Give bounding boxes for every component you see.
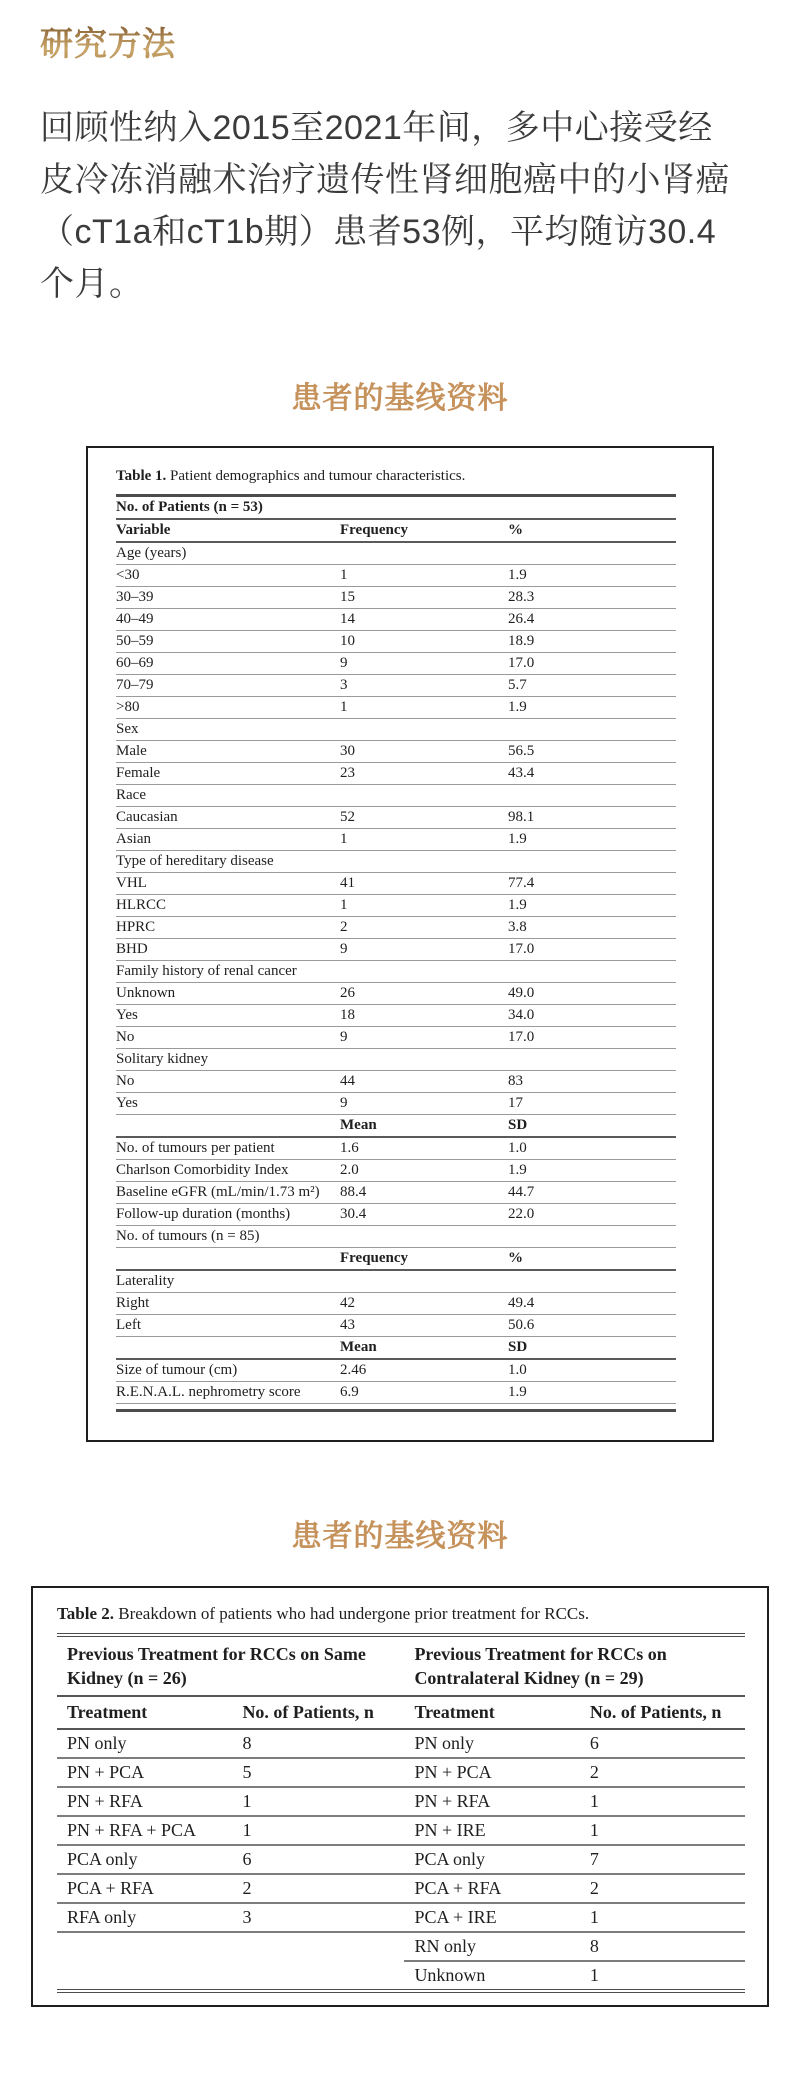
table-cell: Age (years) xyxy=(116,542,676,565)
table-cell: 18.9 xyxy=(508,631,676,653)
table-cell: 1 xyxy=(340,697,508,719)
table-cell: Frequency xyxy=(340,1248,508,1271)
paragraph-line: 回顾性纳入2015至2021年间，多中心接受经 xyxy=(40,109,713,147)
table-row xyxy=(116,1248,676,1271)
table-cell: 17 xyxy=(508,1093,676,1115)
table-cell: 1 xyxy=(340,829,508,851)
table-cell: 2 xyxy=(580,1874,745,1903)
table-cell: 8 xyxy=(580,1932,745,1961)
table-cell: 1 xyxy=(580,1903,745,1932)
table-cell: 42 xyxy=(340,1293,508,1315)
table1-caption-label: Table 1. xyxy=(116,468,167,484)
table2-column-header: No. of Patients, n xyxy=(580,1696,745,1729)
table2-column-header: No. of Patients, n xyxy=(232,1696,404,1729)
table-cell: Female xyxy=(116,763,340,785)
table-cell: 14 xyxy=(340,609,508,631)
table-cell: % xyxy=(508,1248,676,1271)
table-cell xyxy=(116,1115,340,1138)
table-cell: 1.9 xyxy=(508,829,676,851)
table-row xyxy=(116,1315,676,1337)
table-row xyxy=(116,1359,676,1382)
table-cell: Yes xyxy=(116,1005,340,1027)
table-cell: 60–69 xyxy=(116,653,340,675)
table-cell: Mean xyxy=(340,1115,508,1138)
table-cell: Size of tumour (cm) xyxy=(116,1359,340,1382)
table-row xyxy=(116,1049,676,1071)
table1 xyxy=(116,494,676,1404)
table-cell: No. of tumours per patient xyxy=(116,1137,340,1160)
table-cell: 1 xyxy=(232,1816,404,1845)
table-row xyxy=(57,1787,745,1816)
table-cell: 70–79 xyxy=(116,675,340,697)
table-row xyxy=(116,1005,676,1027)
table-cell: BHD xyxy=(116,939,340,961)
table-cell: PN + IRE xyxy=(404,1816,579,1845)
table-cell: No xyxy=(116,1071,340,1093)
table-cell: 6.9 xyxy=(340,1382,508,1404)
table-cell: PN + RFA xyxy=(404,1787,579,1816)
table-cell: 18 xyxy=(340,1005,508,1027)
table-cell: Caucasian xyxy=(116,807,340,829)
table-row xyxy=(116,917,676,939)
table-cell: No xyxy=(116,1027,340,1049)
table-cell: 1.9 xyxy=(508,895,676,917)
table-row xyxy=(57,1961,745,1991)
table-cell: 1.0 xyxy=(508,1137,676,1160)
table-cell: 1.9 xyxy=(508,1382,676,1404)
table-cell: 26.4 xyxy=(508,609,676,631)
table-cell: 1 xyxy=(340,895,508,917)
table-row xyxy=(57,1874,745,1903)
table-cell: 1.0 xyxy=(508,1359,676,1382)
table-cell: Left xyxy=(116,1315,340,1337)
table-cell: 1 xyxy=(580,1787,745,1816)
table-cell: 9 xyxy=(340,939,508,961)
table-cell: 1 xyxy=(232,1787,404,1816)
table2-caption-label: Table 2. xyxy=(57,1604,115,1623)
table-cell: 50–59 xyxy=(116,631,340,653)
table-row xyxy=(116,785,676,807)
table-cell: 40–49 xyxy=(116,609,340,631)
table-row xyxy=(116,1071,676,1093)
table-cell: Charlson Comorbidity Index xyxy=(116,1160,340,1182)
table-cell: SD xyxy=(508,1115,676,1138)
table2 xyxy=(57,1633,745,1993)
table-cell: 28.3 xyxy=(508,587,676,609)
table-cell: Yes xyxy=(116,1093,340,1115)
table-row xyxy=(116,1204,676,1226)
table-cell: Sex xyxy=(116,719,676,741)
table-cell: Unknown xyxy=(414,1965,486,1985)
table-cell: No. of tumours (n = 85) xyxy=(116,1226,676,1248)
table-row xyxy=(116,675,676,697)
table-cell: 98.1 xyxy=(508,807,676,829)
table-row xyxy=(57,1903,745,1932)
table-cell: Mean xyxy=(340,1337,508,1360)
table-cell: 2 xyxy=(232,1874,404,1903)
table-row xyxy=(57,1816,745,1845)
table-cell: PCA + IRE xyxy=(404,1903,579,1932)
table-row xyxy=(116,1160,676,1182)
table-cell xyxy=(232,1932,404,1961)
table-cell xyxy=(116,1337,340,1360)
table-row xyxy=(116,565,676,587)
table2-caption-text: Breakdown of patients who had undergone prior treatment for RCCs. xyxy=(118,1604,590,1623)
table-row xyxy=(57,1932,745,1961)
table-row xyxy=(116,1137,676,1160)
table-row xyxy=(116,807,676,829)
table-cell: 49.4 xyxy=(508,1293,676,1315)
table-row xyxy=(116,653,676,675)
table-cell: 23 xyxy=(340,763,508,785)
table-row xyxy=(116,895,676,917)
table-row xyxy=(57,1729,745,1758)
table-cell: PCA + RFA xyxy=(404,1874,579,1903)
table-cell: 17.0 xyxy=(508,939,676,961)
table-row xyxy=(116,496,676,520)
table-cell: PCA only xyxy=(57,1845,232,1874)
table-row xyxy=(116,1226,676,1248)
table-cell: 2 xyxy=(340,917,508,939)
table-cell: PN only xyxy=(404,1729,579,1758)
table-cell: % xyxy=(508,519,676,542)
table-cell: 6 xyxy=(580,1729,745,1758)
table-cell: 41 xyxy=(340,873,508,895)
table-row xyxy=(116,1270,676,1293)
table-row xyxy=(116,829,676,851)
table-row xyxy=(116,1027,676,1049)
table-row xyxy=(116,1337,676,1360)
table-cell: 52 xyxy=(340,807,508,829)
paragraph-line: 皮冷冻消融术治疗遗传性肾细胞癌中的小肾癌 xyxy=(40,161,730,199)
table-cell: 17.0 xyxy=(508,1027,676,1049)
table1-figure xyxy=(86,446,714,1442)
table1-caption xyxy=(116,466,676,486)
table-cell: Right xyxy=(116,1293,340,1315)
table-row xyxy=(116,1293,676,1315)
method-paragraph xyxy=(40,102,760,310)
table-cell: VHL xyxy=(116,873,340,895)
table2-group-header: Previous Treatment for RCCs on Contralateral Kidney (n = 29) xyxy=(404,1635,745,1696)
table-cell: 5.7 xyxy=(508,675,676,697)
table-row xyxy=(116,983,676,1005)
table-cell: Male xyxy=(116,741,340,763)
table-row xyxy=(116,719,676,741)
table-cell: 3 xyxy=(340,675,508,697)
table-cell: PN + RFA xyxy=(57,1787,232,1816)
table-cell xyxy=(116,1248,340,1271)
table2-figure xyxy=(31,1586,769,2007)
table-row xyxy=(116,697,676,719)
table-row xyxy=(116,961,676,983)
table-cell: 44.7 xyxy=(508,1182,676,1204)
table-row xyxy=(116,542,676,565)
table-cell: 22.0 xyxy=(508,1204,676,1226)
table-cell: 9 xyxy=(340,653,508,675)
table-cell: Family history of renal cancer xyxy=(116,961,676,983)
paragraph-line: （cT1a和cT1b期）患者53例，平均随访30.4 xyxy=(40,213,717,251)
table-cell: Variable xyxy=(116,519,340,542)
table-cell: 1 xyxy=(589,1965,599,1985)
table-row xyxy=(116,587,676,609)
table-row xyxy=(116,1382,676,1404)
table-row xyxy=(116,519,676,542)
table-row xyxy=(116,851,676,873)
table-row xyxy=(116,873,676,895)
table-cell: 26 xyxy=(340,983,508,1005)
table-cell xyxy=(232,1961,404,1991)
table-cell: 8 xyxy=(232,1729,404,1758)
table-cell: Laterality xyxy=(116,1270,676,1293)
table-cell: RN only xyxy=(404,1932,579,1961)
table2-column-header: Treatment xyxy=(404,1696,579,1729)
section-heading-baseline-1: 患者的基线资料 xyxy=(291,382,509,415)
section-heading-baseline-2: 患者的基线资料 xyxy=(291,1520,509,1553)
table-cell: 1 xyxy=(580,1816,745,1845)
table-row xyxy=(116,631,676,653)
table1-bottom-rule xyxy=(116,1409,676,1412)
table-cell: SD xyxy=(508,1337,676,1360)
table-row xyxy=(116,741,676,763)
table-cell: PN + PCA xyxy=(57,1758,232,1787)
table-cell: No. of Patients (n = 53) xyxy=(116,496,676,520)
table-cell: Race xyxy=(116,785,676,807)
paragraph-line: 个月。 xyxy=(40,265,144,303)
table-cell: 34.0 xyxy=(508,1005,676,1027)
table2-column-header-row xyxy=(57,1696,745,1729)
table-cell: 56.5 xyxy=(508,741,676,763)
table-cell: PN + RFA + PCA xyxy=(57,1816,232,1845)
table-cell: HPRC xyxy=(116,917,340,939)
table-cell: 15 xyxy=(340,587,508,609)
table-row xyxy=(57,1845,745,1874)
table2-body xyxy=(57,1729,745,1991)
table-row xyxy=(116,763,676,785)
table2-group-header-row xyxy=(57,1635,745,1696)
table-cell: 3 xyxy=(232,1903,404,1932)
table2-group-header: Previous Treatment for RCCs on Same Kidney (n = 26) xyxy=(57,1635,404,1696)
table-cell: 1.9 xyxy=(508,697,676,719)
table-cell: PN + PCA xyxy=(404,1758,579,1787)
table-row xyxy=(116,1115,676,1138)
table-cell: Frequency xyxy=(340,519,508,542)
table-cell: 1.9 xyxy=(508,1160,676,1182)
table-cell: 30–39 xyxy=(116,587,340,609)
table-cell: Baseline eGFR (mL/min/1.73 m²) xyxy=(116,1182,340,1204)
table-cell: 2.0 xyxy=(340,1160,508,1182)
table-cell: 10 xyxy=(340,631,508,653)
table-cell: Type of hereditary disease xyxy=(116,851,676,873)
table2-column-header: Treatment xyxy=(57,1696,232,1729)
table-cell: PN only xyxy=(57,1729,232,1758)
table-cell: >80 xyxy=(116,697,340,719)
table-row xyxy=(116,1093,676,1115)
table-row xyxy=(116,939,676,961)
table-cell: 50.6 xyxy=(508,1315,676,1337)
table-cell: 9 xyxy=(340,1027,508,1049)
table-cell: 1 xyxy=(340,565,508,587)
table1-body xyxy=(116,496,676,1404)
table-cell: 83 xyxy=(508,1071,676,1093)
table-cell: 88.4 xyxy=(340,1182,508,1204)
table-row xyxy=(57,1758,745,1787)
table-cell: 9 xyxy=(340,1093,508,1115)
table-cell: 1.9 xyxy=(508,565,676,587)
table-cell: Solitary kidney xyxy=(116,1049,676,1071)
table-cell xyxy=(57,1932,232,1961)
table-cell: RFA only xyxy=(57,1903,232,1932)
table-cell xyxy=(57,1961,232,1991)
table-cell: Unknown xyxy=(116,983,340,1005)
table-cell: 5 xyxy=(232,1758,404,1787)
table-cell: 43 xyxy=(340,1315,508,1337)
method-heading: 研究方法 xyxy=(40,27,176,63)
table-cell: HLRCC xyxy=(116,895,340,917)
table-cell: 3.8 xyxy=(508,917,676,939)
table-cell: 49.0 xyxy=(508,983,676,1005)
table-cell: 30 xyxy=(340,741,508,763)
table-cell: PCA + RFA xyxy=(57,1874,232,1903)
table-cell: 7 xyxy=(580,1845,745,1874)
table-row xyxy=(116,609,676,631)
table-cell: 30.4 xyxy=(340,1204,508,1226)
table-cell: 1.6 xyxy=(340,1137,508,1160)
table-cell: R.E.N.A.L. nephrometry score xyxy=(116,1382,340,1404)
table-cell: 2.46 xyxy=(340,1359,508,1382)
table-cell: PCA only xyxy=(404,1845,579,1874)
table-row xyxy=(116,1182,676,1204)
table-cell: 6 xyxy=(232,1845,404,1874)
table-cell: 44 xyxy=(340,1071,508,1093)
table1-caption-text: Patient demographics and tumour characteristics. xyxy=(170,468,466,484)
table-cell: Follow-up duration (months) xyxy=(116,1204,340,1226)
table-cell: Asian xyxy=(116,829,340,851)
table-cell: 77.4 xyxy=(508,873,676,895)
table-cell: 17.0 xyxy=(508,653,676,675)
table-cell: 2 xyxy=(580,1758,745,1787)
table-cell: 43.4 xyxy=(508,763,676,785)
table2-caption xyxy=(57,1602,745,1626)
table-cell: <30 xyxy=(116,565,340,587)
